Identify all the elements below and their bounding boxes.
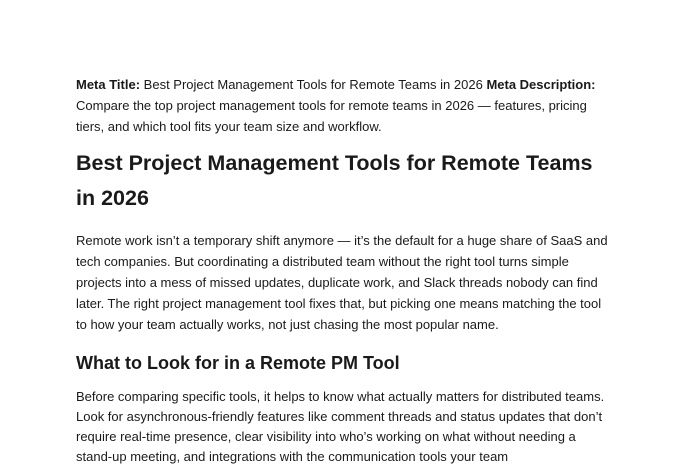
section-heading: What to Look for in a Remote PM Tool bbox=[76, 353, 400, 373]
intro-paragraph: Remote work isn’t a temporary shift anymore — it’s the default for a huge share of SaaS and tech companies. But coordinating a distributed team without the right tool turns simple projects into a mess of missed updates, duplicate work, and Slack threads nobody can find later. The right project management tool fixes that, but picking one means matching the tool to how your team actually works, not just chasing the most popular name. bbox=[76, 233, 608, 332]
section-paragraph: Before comparing specific tools, it helps to know what actually matters for distributed teams. Look for asynchronous-friendly features like comment threads and status updates that don’t require real-time presence, clear visibility into who’s working on what without needing a stand-up meeting, and integrations with the communication tools your team bbox=[76, 389, 605, 464]
meta-description-label: Meta Description: bbox=[486, 77, 596, 92]
meta-title-text: Best Project Management Tools for Remote Teams in 2026 bbox=[140, 77, 487, 92]
meta-description-text: Compare the top project management tools for remote teams in 2026 — features, pricing tiers, and which tool fits your team size and workflow. bbox=[76, 98, 587, 134]
meta-block bbox=[76, 74, 608, 137]
meta-title-label: Meta Title: bbox=[76, 77, 141, 92]
article-heading: Best Project Management Tools for Remote Teams in 2026 bbox=[76, 151, 593, 210]
